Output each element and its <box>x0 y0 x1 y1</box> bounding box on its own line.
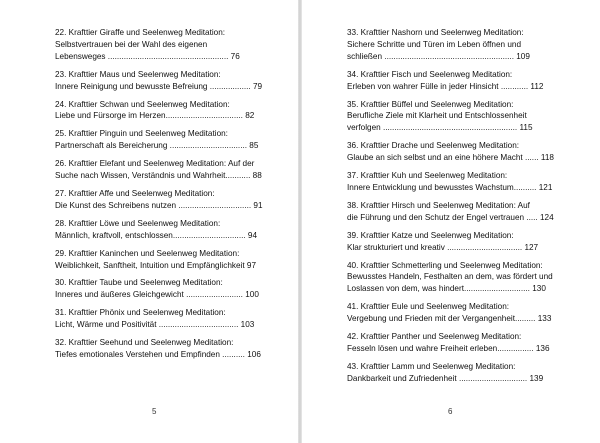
toc-entry-line: 35. Krafttier Büffel und Seelenweg Meditation: <box>347 99 514 109</box>
toc-entry[interactable] <box>55 99 265 123</box>
toc-entry[interactable] <box>347 27 559 63</box>
left-page <box>0 0 298 443</box>
toc-entry-line: Lebensweges ..................................................... 76 <box>55 51 240 61</box>
toc-entry-line: schließen ......................................................... 109 <box>347 51 530 61</box>
toc-entry-line: Inneres und äußeres Gleichgewicht ......................... 100 <box>55 290 259 300</box>
toc-entry[interactable] <box>347 301 559 325</box>
toc-entry-line: Erleben von wahrer Fülle in jeder Hinsicht ............ 112 <box>347 81 544 91</box>
toc-entry[interactable] <box>347 230 559 254</box>
toc-entry[interactable] <box>55 307 265 331</box>
toc-entry-line: 23. Krafttier Maus und Seelenweg Meditation: <box>55 69 221 79</box>
toc-entry[interactable] <box>55 337 265 361</box>
toc-entry[interactable] <box>55 158 265 182</box>
toc-entry[interactable] <box>347 361 559 385</box>
toc-entry-line: Die Kunst des Schreibens nutzen ................................ 91 <box>55 200 263 210</box>
toc-entry-line: 27. Krafttier Affe und Seelenweg Meditation: <box>55 188 215 198</box>
toc-entry-line: Innere Entwicklung und bewusstes Wachstum.......... 121 <box>347 182 553 192</box>
toc-entry[interactable] <box>55 27 265 63</box>
toc-entry[interactable] <box>347 331 559 355</box>
toc-entry[interactable] <box>347 170 559 194</box>
toc-entry-line: 38. Krafttier Hirsch und Seelenweg Meditation: Auf <box>347 200 530 210</box>
toc-entry-line: 30. Krafttier Taube und Seelenweg Meditation: <box>55 278 223 288</box>
toc-entry[interactable] <box>55 218 265 242</box>
toc-entry-line: 40. Krafttier Schmetterling und Seelenweg Meditation: <box>347 260 543 270</box>
toc-entry[interactable] <box>55 188 265 212</box>
toc-entry-line: 39. Krafttier Katze und Seelenweg Meditation: <box>347 230 514 240</box>
toc-entry-line: 31. Krafttier Phönix und Seelenweg Meditation: <box>55 308 226 318</box>
toc-entry-line: 43. Krafttier Lamm und Seelenweg Meditation: <box>347 361 516 371</box>
toc-entry-line: Weiblichkeit, Sanftheit, Intuition und Empfänglichkeit 97 <box>55 260 257 270</box>
toc-entry[interactable] <box>55 69 265 93</box>
toc-entry-line: Suche nach Wissen, Verständnis und Wahrheit........... 88 <box>55 171 262 181</box>
toc-entry-line: 22. Krafttier Giraffe und Seelenweg Meditation: <box>55 28 226 37</box>
toc-entry-line: Bewusstes Handeln, Festhalten an dem, was fördert und <box>347 272 553 282</box>
toc-entry-line: Licht, Wärme und Positivität ................................... 103 <box>55 320 255 330</box>
toc-entry-line: Vergebung und Frieden mit der Vergangenheit......... 133 <box>347 314 552 324</box>
toc-entry-line: 34. Krafttier Fisch und Seelenweg Meditation: <box>347 69 513 79</box>
toc-entry-line: Sichere Schritte und Türen im Leben öffnen und <box>347 39 522 49</box>
toc-entry-line: Fesseln lösen und wahre Freiheit erleben................ 136 <box>347 343 550 353</box>
toc-entry-line: 37. Krafttier Kuh und Seelenweg Meditation: <box>347 171 508 181</box>
toc-entry-line: Loslassen von dem, was hindert............................. 130 <box>347 284 546 294</box>
toc-entry[interactable] <box>347 140 559 164</box>
toc-entry-line: 32. Krafttier Seehund und Seelenweg Meditation: <box>55 338 234 348</box>
toc-entry-line: verfolgen ........................................................... 115 <box>347 123 533 133</box>
right-page <box>302 0 600 443</box>
toc-entry[interactable] <box>347 260 559 296</box>
toc-entry[interactable] <box>55 128 265 152</box>
toc-entry-line: Männlich, kraftvoll, entschlossen................................ 94 <box>55 230 258 240</box>
toc-entry-line: 28. Krafttier Löwe und Seelenweg Meditation: <box>55 218 221 228</box>
toc-list-left <box>55 27 265 367</box>
toc-list-right <box>347 27 559 391</box>
toc-entry[interactable] <box>347 200 559 224</box>
toc-entry-line: 29. Krafttier Kaninchen und Seelenweg Meditation: <box>55 248 240 258</box>
toc-entry-line: Dankbarkeit und Zufriedenheit .............................. 139 <box>347 373 544 383</box>
toc-entry-line: 25. Krafttier Pinguin und Seelenweg Meditation: <box>55 129 228 139</box>
toc-entry-line: 26. Krafttier Elefant und Seelenweg Meditation: Auf der <box>55 159 255 169</box>
page-number-right: 6 <box>448 407 453 416</box>
page-number-left: 5 <box>152 407 157 416</box>
toc-entry-line: 24. Krafttier Schwan und Seelenweg Meditation: <box>55 99 230 109</box>
toc-entry[interactable] <box>55 248 265 272</box>
toc-entry-line: 33. Krafttier Nashorn und Seelenweg Meditation: <box>347 28 524 37</box>
toc-entry-line: Tiefes emotionales Verstehen und Empfinden .......... 106 <box>55 349 261 359</box>
toc-entry-line: Klar strukturiert und kreativ ................................. 127 <box>347 242 539 252</box>
toc-entry-line: 36. Krafttier Drache und Seelenweg Meditation: <box>347 141 520 151</box>
toc-entry-line: 42. Krafttier Panther und Seelenweg Meditation: <box>347 332 522 342</box>
toc-entry-line: Glaube an sich selbst und an eine höhere Macht ...... 118 <box>347 153 554 163</box>
toc-entry[interactable] <box>55 277 265 301</box>
toc-entry[interactable] <box>347 99 559 135</box>
toc-entry-line: Berufliche Ziele mit Klarheit und Entschlossenheit <box>347 111 527 121</box>
toc-entry-line: Innere Reinigung und bewusste Befreiung .................. 79 <box>55 81 263 91</box>
toc-entry-line: 41. Krafttier Eule und Seelenweg Meditation: <box>347 302 510 312</box>
toc-entry-line: die Führung und den Schutz der Engel vertrauen ..... 124 <box>347 212 554 222</box>
toc-entry-line: Selbstvertrauen bei der Wahl des eigenen <box>55 39 208 49</box>
toc-entry[interactable] <box>347 69 559 93</box>
toc-entry-line: Liebe und Fürsorge im Herzen.................................. 82 <box>55 111 255 121</box>
toc-entry-line: Partnerschaft als Bereicherung .................................. 85 <box>55 141 259 151</box>
